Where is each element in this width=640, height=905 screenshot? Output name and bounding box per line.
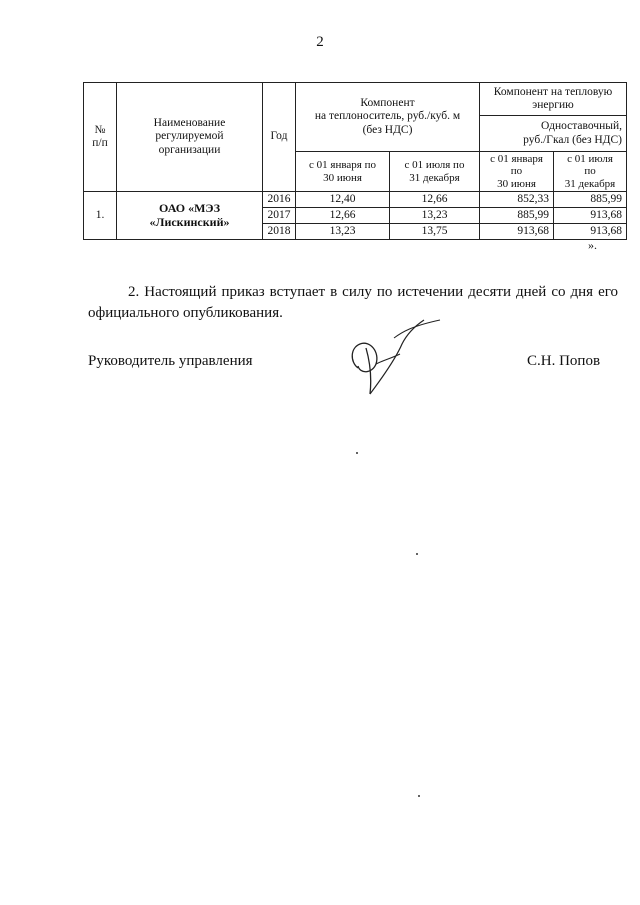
header-period-jul-energy: с 01 июля по 31 декабря <box>554 152 627 192</box>
cell-coolant-jan: 12,66 <box>296 208 390 224</box>
cell-year: 2018 <box>263 224 296 240</box>
cell-energy-jul: 913,68 <box>554 208 627 224</box>
header-period-jul: с 01 июля по 31 декабря <box>390 152 480 192</box>
cell-coolant-jan: 13,23 <box>296 224 390 240</box>
cell-energy-jul: 913,68 <box>554 224 627 240</box>
header-energy-type: Одноставочный, руб./Гкал (без НДС) <box>480 116 627 152</box>
cell-energy-jan: 913,68 <box>480 224 554 240</box>
table-row <box>84 192 627 208</box>
cell-year: 2017 <box>263 208 296 224</box>
header-organization: Наименование регулируемой организации <box>117 83 263 192</box>
handwritten-signature <box>336 318 446 403</box>
header-year: Год <box>263 83 296 192</box>
header-energy-component: Компонент на тепловую энергию <box>480 83 627 116</box>
row-organization: ОАО «МЭЗ «Лискинский» <box>117 192 263 240</box>
header-coolant-component: Компонент на теплоноситель, руб./куб. м (без НДС) <box>296 83 480 152</box>
cell-energy-jan: 885,99 <box>480 208 554 224</box>
tariff-table <box>83 82 627 240</box>
header-num: № п/п <box>84 83 117 192</box>
cell-energy-jan: 852,33 <box>480 192 554 208</box>
cell-energy-jul: 885,99 <box>554 192 627 208</box>
scan-speck <box>418 795 420 797</box>
page-number: 2 <box>316 34 324 50</box>
cell-coolant-jul: 13,23 <box>390 208 480 224</box>
order-paragraph: 2. Настоящий приказ вступает в силу по истечении десяти дней со дня его официального опубликования. <box>88 284 618 321</box>
header-period-jan-energy: с 01 января по 30 июня <box>480 152 554 192</box>
header-period-jan: с 01 января по 30 июня <box>296 152 390 192</box>
signatory-title: Руководитель управления <box>88 353 253 369</box>
cell-coolant-jul: 13,75 <box>390 224 480 240</box>
cell-coolant-jan: 12,40 <box>296 192 390 208</box>
cell-year: 2016 <box>263 192 296 208</box>
scan-speck <box>416 553 418 555</box>
row-num: 1. <box>84 192 117 240</box>
cell-coolant-jul: 12,66 <box>390 192 480 208</box>
scan-speck <box>356 452 358 454</box>
closing-quote-mark: ». <box>588 238 597 252</box>
signatory-name: С.Н. Попов <box>527 353 601 369</box>
